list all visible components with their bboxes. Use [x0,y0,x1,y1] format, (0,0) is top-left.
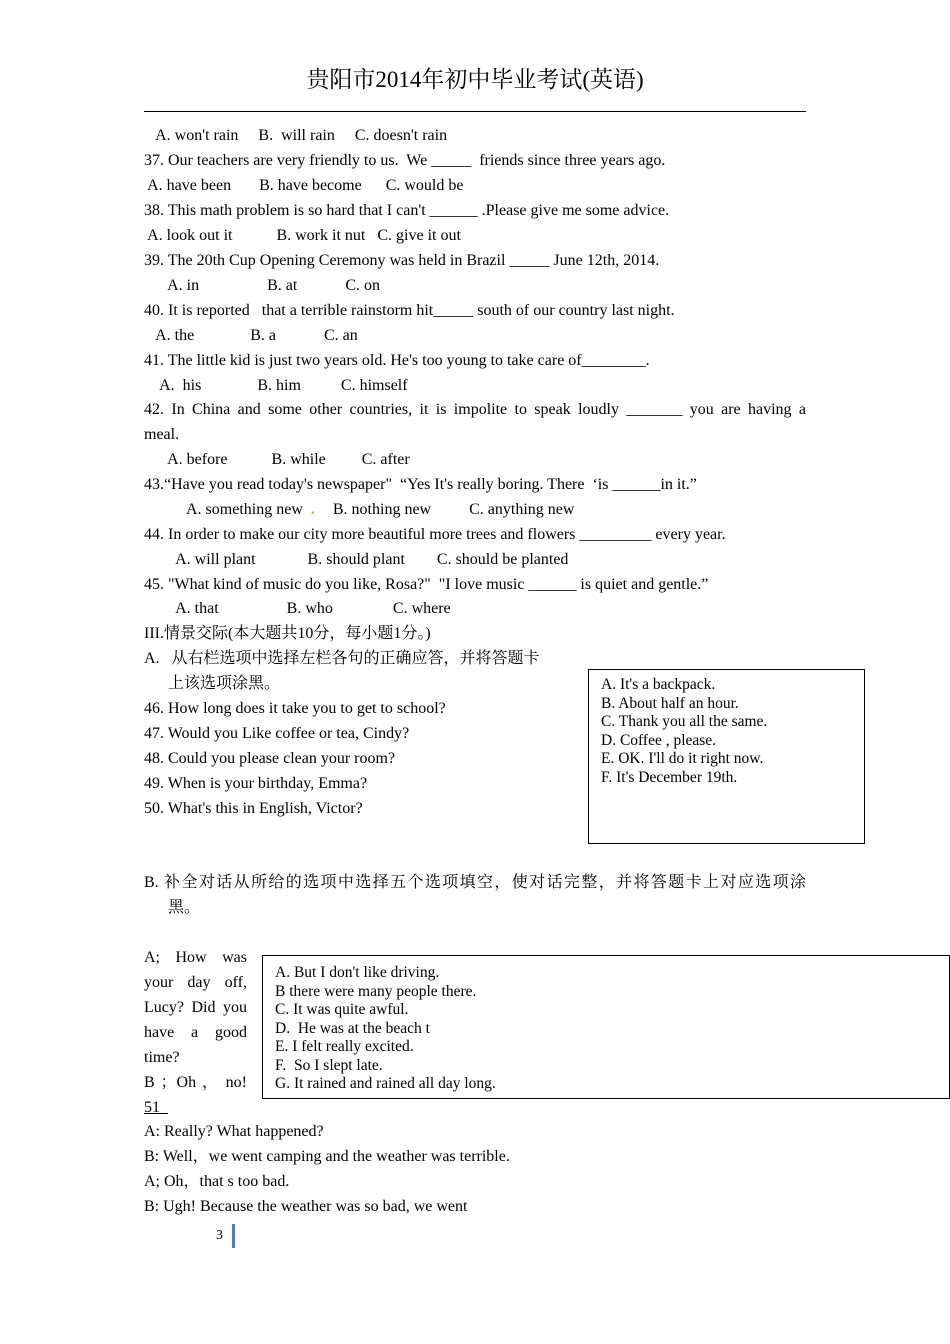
answer-43-b: B. nothing new [332,501,432,518]
option-a-line: E. OK. I'll do it right now. [601,750,764,767]
text-line-a45: A. that B. who C. where [144,600,451,617]
text-line-secA1: A. 从右栏选项中选择左栏各句的正确应答，并将答题卡 [144,650,540,667]
text-line-q48: 48. Could you please clean your room? [144,750,396,767]
answer-43-a: A. something new [186,501,303,518]
option-b-line: E. I felt really excited. [275,1038,414,1055]
text-line-q38: 38. This math problem is so hard that I can't ______ .Please give me some advice. [144,202,670,219]
text-line-a38: A. look out it B. work it nut C. give it out [144,227,461,244]
options-box-a [588,669,865,844]
option-a-line: F. It's December 19th. [601,768,738,786]
dialog-left-line: time? [144,1049,180,1066]
options-box-b [262,955,950,1099]
text-line-d4: B: Well，we went camping and the weather was terrible. [144,1148,510,1165]
option-a-line: A. It's a backpack. [601,676,716,693]
option-a-line: B. About half an hour. [601,694,739,712]
text-line-sec3: III.情景交际(本大题共10分，每小题1分。) [144,625,431,642]
text-line-a41: A. his B. him C. himself [144,377,408,394]
text-line-q39: 39. The 20th Cup Opening Ceremony was held in Brazil _____ June 12th, 2014. [144,252,660,269]
text-line-secA2: 上该选项涂黑。 [144,675,281,692]
option-b-line: F. So I slept late. [275,1056,383,1074]
dialog-left-line: your day off, [144,974,247,991]
text-line-q42b: meal. [144,426,180,443]
option-b-line: B there were many people there. [275,982,477,1000]
text-line-a37: A. have been B. have become C. would be [144,177,464,194]
page-number-bar [232,1224,235,1248]
answer-43 [144,497,574,522]
dialog-left-line: Lucy? Did you [144,999,247,1016]
option-b-line: A. But I don't like driving. [275,964,440,981]
text-line-a42: A. before B. while C. after [144,451,410,468]
option-b-line: C. It was quite awful. [275,1001,409,1018]
title-rule [144,111,806,112]
orange-dot-mark: . [310,501,315,518]
text-line-q43: 43.“Have you read today's newspaper" “Yes It's really boring. There ‘is ______in it.” [144,476,697,493]
text-line-d6: B: Ugh! Because the weather was so bad, we went [144,1198,468,1215]
text-line-q50: 50. What's this in English, Victor? [144,800,363,817]
question-42-line-1: 42. In China and some other countries, it is impolite to speak loudly _______ you are having a [144,401,806,418]
text-line-a44: A. will plant B. should plant C. should be planted [144,551,569,568]
text-line-q47: 47. Would you Like coffee or tea, Cindy? [144,725,410,742]
text-line-a39: A. in B. at C. on [144,277,381,294]
dialog-left [144,945,247,1095]
option-a-line: D. Coffee , please. [601,731,717,749]
page-title: 贵阳市2014年初中毕业考试(英语) [306,67,644,92]
option-b-line: G. It rained and rained all day long. [275,1075,496,1092]
text-line-q45: 45. "What kind of music do you like, Rosa?" "I love music ______ is quiet and gentle.” [144,576,709,593]
blank-51: 51 [144,1099,168,1116]
text-line-d3: A: Really? What happened? [144,1123,324,1140]
dialog-left-line: have a good [144,1024,247,1041]
dialog-left-line: A; How was [144,949,247,966]
text-line-a40: A. the B. a C. an [144,327,358,344]
text-line-a36: A. won't rain B. will rain C. doesn't rain [144,127,448,144]
text-line-q40: 40. It is reported that a terrible rainstorm hit_____ south of our country last night. [144,302,675,319]
text-line-q37: 37. Our teachers are very friendly to us. We _____ friends since three years ago. [144,152,666,169]
text-line-q44: 44. In order to make our city more beautiful more trees and flowers _________ every year. [144,526,726,543]
text-line-q49: 49. When is your birthday, Emma? [144,775,368,792]
dialog-left-line: B ；Oh ， no! [144,1074,247,1091]
text-line-q41: 41. The little kid is just two years old. He's too young to take care of________. [144,352,650,369]
section-b-instruction: B. 补全对话从所给的选项中选择五个选项填空，使对话完整，并将答题卡上对应选项涂 [144,874,806,891]
text-line-secB2: 黑。 [144,899,201,916]
option-b-line: D. He was at the beach t [275,1019,430,1037]
answer-43-c: C. anything new [469,501,575,518]
page-number: 3 [216,1228,223,1243]
text-line-d5: A; Oh，that s too bad. [144,1173,290,1190]
option-a-line: C. Thank you all the same. [601,713,768,730]
text-line-q46: 46. How long does it take you to get to school? [144,700,446,717]
